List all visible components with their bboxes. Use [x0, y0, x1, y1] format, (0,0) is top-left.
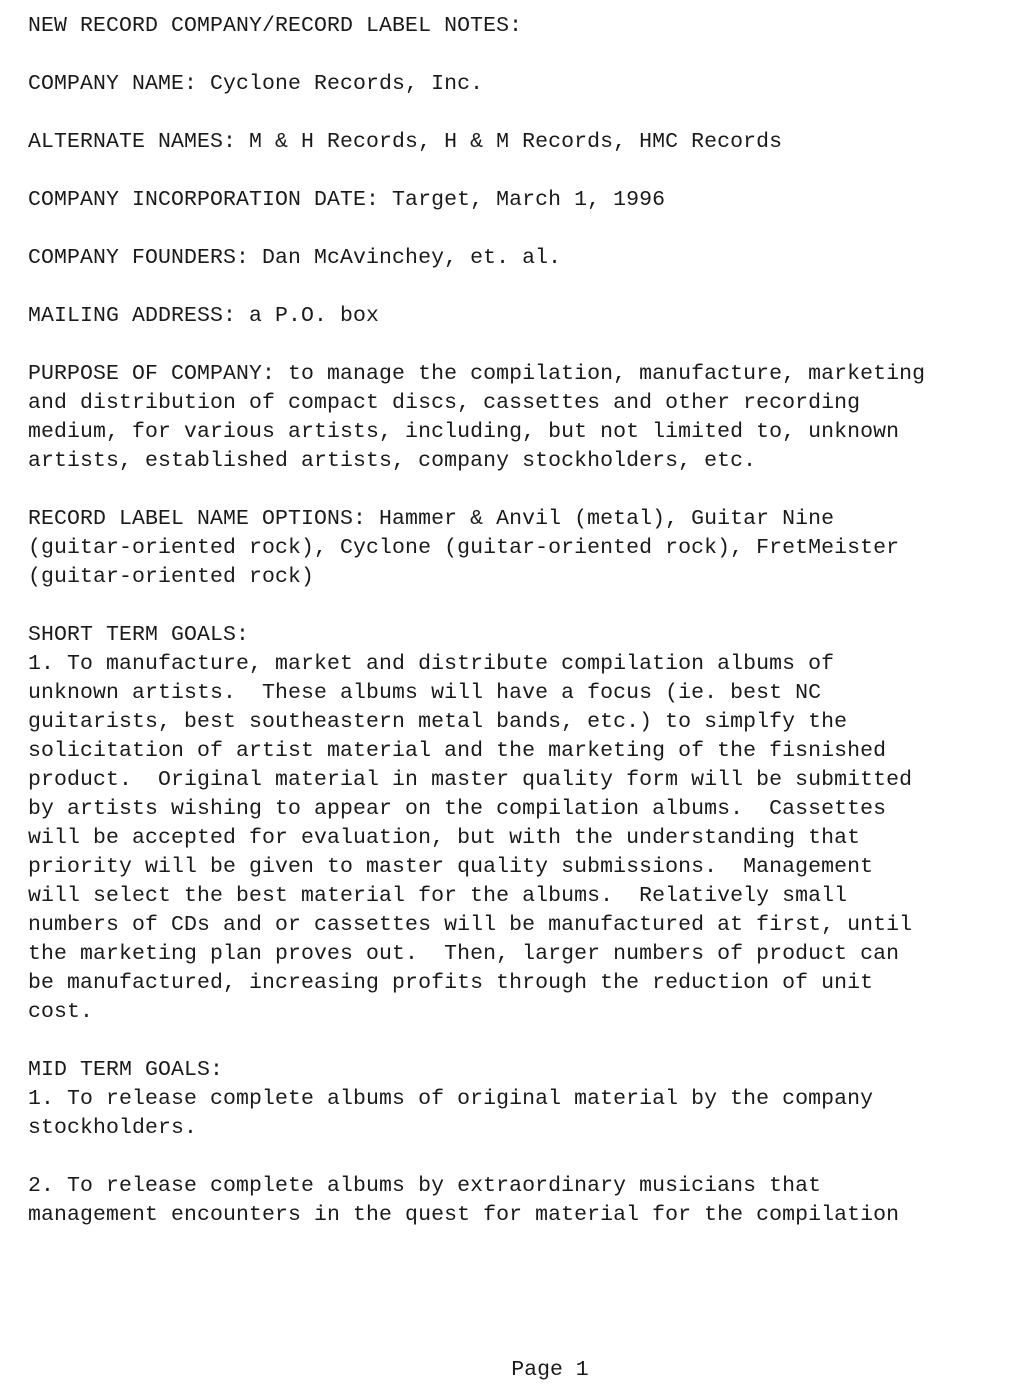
label-options-line: (guitar-oriented rock) [28, 565, 315, 589]
short-term-line: will be accepted for evaluation, but with the understanding that [28, 826, 861, 850]
mid-term-goal-2-line: management encounters in the quest for material for the compilation [28, 1203, 900, 1227]
label-options-line: RECORD LABEL NAME OPTIONS: Hammer & Anvil (metal), Guitar Nine [28, 507, 835, 531]
short-term-line: unknown artists. These albums will have a focus (ie. best NC [28, 681, 822, 705]
alternate-names: ALTERNATE NAMES: M & H Records, H & M Records, HMC Records [28, 130, 783, 154]
short-term-line: will select the best material for the albums. Relatively small [28, 884, 848, 908]
mid-term-goals-title: MID TERM GOALS: [28, 1058, 224, 1082]
short-term-line: solicitation of artist material and the marketing of the fisnished [28, 739, 887, 763]
document-page [28, 12, 1020, 1230]
purpose-line: medium, for various artists, including, but not limited to, unknown [28, 420, 900, 444]
label-options-line: (guitar-oriented rock), Cyclone (guitar-oriented rock), FretMeister [28, 536, 900, 560]
company-name: COMPANY NAME: Cyclone Records, Inc. [28, 72, 484, 96]
page-number: Page 1 [511, 1358, 589, 1382]
short-term-line: the marketing plan proves out. Then, larger numbers of product can [28, 942, 900, 966]
mid-term-goal-1-line: stockholders. [28, 1116, 198, 1140]
document-heading: NEW RECORD COMPANY/RECORD LABEL NOTES: [28, 14, 523, 38]
short-term-goals-section [28, 621, 1020, 1027]
purpose-paragraph [28, 360, 1020, 476]
short-term-goals-title: SHORT TERM GOALS: [28, 623, 250, 647]
short-term-line: be manufactured, increasing profits through the reduction of unit [28, 971, 874, 995]
short-term-line: cost. [28, 1000, 94, 1024]
company-founders: COMPANY FOUNDERS: Dan McAvinchey, et. al. [28, 246, 562, 270]
purpose-line: and distribution of compact discs, cassettes and other recording [28, 391, 861, 415]
mid-term-goals-section [28, 1056, 1020, 1230]
short-term-line: guitarists, best southeastern metal bands, etc.) to simplfy the [28, 710, 848, 734]
short-term-line: numbers of CDs and or cassettes will be manufactured at first, until [28, 913, 913, 937]
short-term-line: by artists wishing to appear on the compilation albums. Cassettes [28, 797, 887, 821]
short-term-line: 1. To manufacture, market and distribute compilation albums of [28, 652, 835, 676]
incorporation-date: COMPANY INCORPORATION DATE: Target, March 1, 1996 [28, 188, 666, 212]
purpose-line: artists, established artists, company stockholders, etc. [28, 449, 757, 473]
mid-term-goal-2-line: 2. To release complete albums by extraordinary musicians that [28, 1174, 822, 1198]
mid-term-goal-1-line: 1. To release complete albums of original material by the company [28, 1087, 874, 1111]
short-term-line: product. Original material in master quality form will be submitted [28, 768, 913, 792]
purpose-line: PURPOSE OF COMPANY: to manage the compilation, manufacture, marketing [28, 362, 926, 386]
short-term-line: priority will be given to master quality submissions. Management [28, 855, 874, 879]
label-options-paragraph [28, 505, 1020, 592]
mailing-address: MAILING ADDRESS: a P.O. box [28, 304, 380, 328]
